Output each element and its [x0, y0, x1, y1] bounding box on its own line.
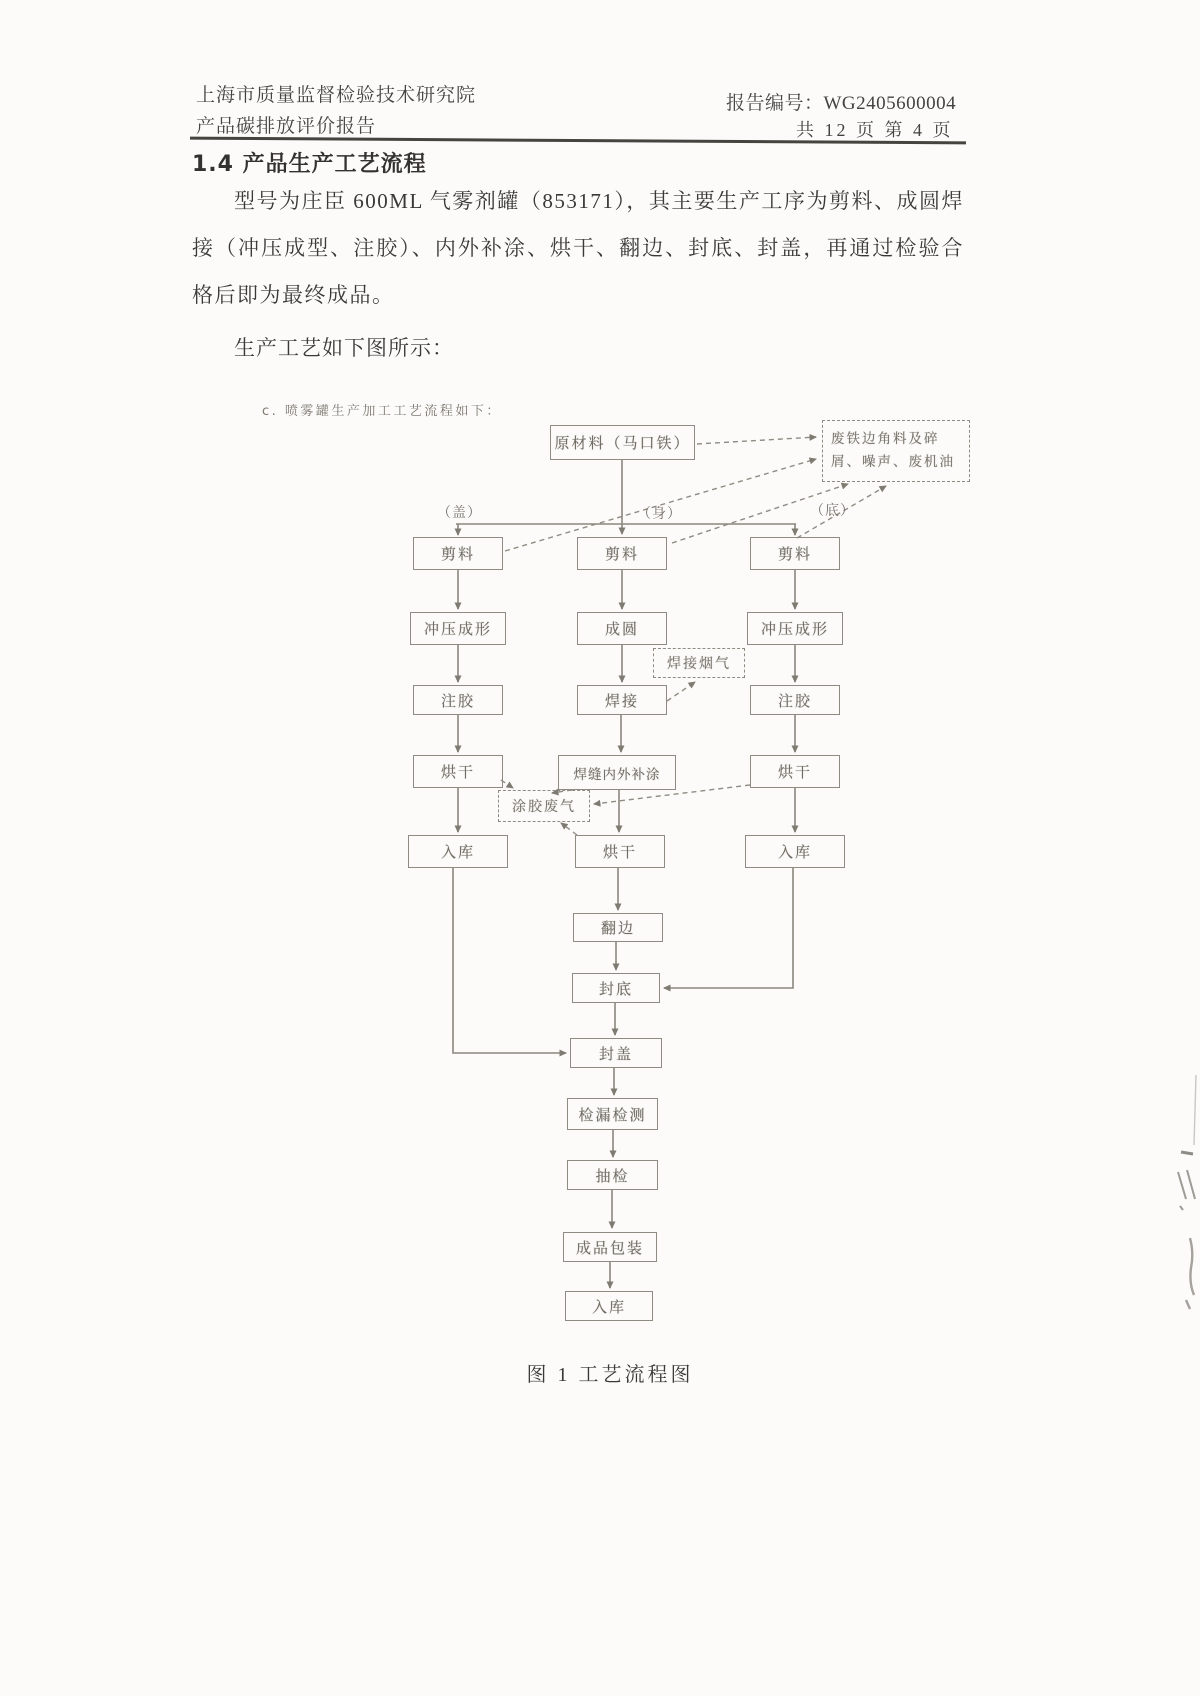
flow-box-final-store: 入库 [565, 1291, 653, 1321]
flow-box-lid-cut: 剪料 [413, 537, 503, 570]
flow-box-lid-glue: 注胶 [413, 685, 503, 715]
lead-in-text: 生产工艺如下图所示： [234, 336, 454, 360]
margin-mark [1181, 1152, 1193, 1154]
flow-box-packaging: 成品包装 [563, 1232, 657, 1262]
flow-box-leak-test: 检漏检测 [567, 1098, 658, 1130]
flow-box-scrap-waste [822, 420, 970, 482]
flow-box-seal-bottom: 封底 [572, 973, 660, 1003]
flow-box-bottom-stamp: 冲压成形 [747, 612, 843, 645]
header-org-block [196, 80, 476, 142]
flow-box-seal-lid: 封盖 [570, 1038, 662, 1068]
report-number: 报告编号：WG2405600004 [726, 93, 957, 114]
flow-box-lid-store: 入库 [408, 835, 508, 868]
flow-box-body-seam-coat: 焊缝内外补涂 [558, 755, 676, 790]
figure-caption: 图 1 工艺流程图 [526, 1364, 694, 1386]
column-label-body: （身） [637, 506, 682, 522]
flow-box-bottom-dry: 烘干 [750, 755, 840, 788]
flow-box-body-weld: 焊接 [577, 685, 667, 715]
scrap-waste-line2: 屑、噪声、废机油 [831, 454, 955, 470]
flow-box-body-dry: 烘干 [575, 835, 665, 868]
column-label-lid: （盖） [437, 505, 482, 521]
body-paragraph: 型号为庄臣 600ML 气雾剂罐（853171），其主要生产工序为剪料、成圆焊接（冲压成型、注胶）、内外补涂、烘干、翻边、封底、封盖，再通过检验合格后即为最终成品。 [192, 189, 964, 307]
flow-box-sampling-check: 抽检 [567, 1160, 658, 1190]
flow-box-glue-waste-gas: 涂胶废气 [498, 790, 590, 822]
flow-box-body-flange: 翻边 [573, 913, 663, 942]
column-label-bottom: （底） [810, 503, 855, 519]
flowchart-note: c. 喷雾罐生产加工工艺流程如下： [262, 404, 502, 419]
scrap-waste-line1: 废铁边角料及碎 [831, 431, 940, 447]
header-report-type: 产品碳排放评价报告 [196, 116, 377, 137]
flow-box-body-cut: 剪料 [577, 537, 667, 570]
flow-box-raw-material: 原材料（马口铁） [550, 425, 695, 460]
header-org-name: 上海市质量监督检验技术研究院 [196, 85, 477, 106]
flow-box-weld-fume: 焊接烟气 [653, 648, 745, 678]
flow-box-body-round: 成圆 [577, 612, 667, 645]
page-number: 共 12 页 第 4 页 [796, 120, 954, 140]
flow-box-bottom-store: 入库 [745, 835, 845, 868]
section-title: 1.4 产品生产工艺流程 [192, 152, 427, 177]
flow-box-lid-dry: 烘干 [413, 755, 503, 788]
flow-box-bottom-cut: 剪料 [750, 537, 840, 570]
flow-box-lid-stamp: 冲压成形 [410, 612, 506, 645]
flow-box-bottom-glue: 注胶 [750, 685, 840, 715]
